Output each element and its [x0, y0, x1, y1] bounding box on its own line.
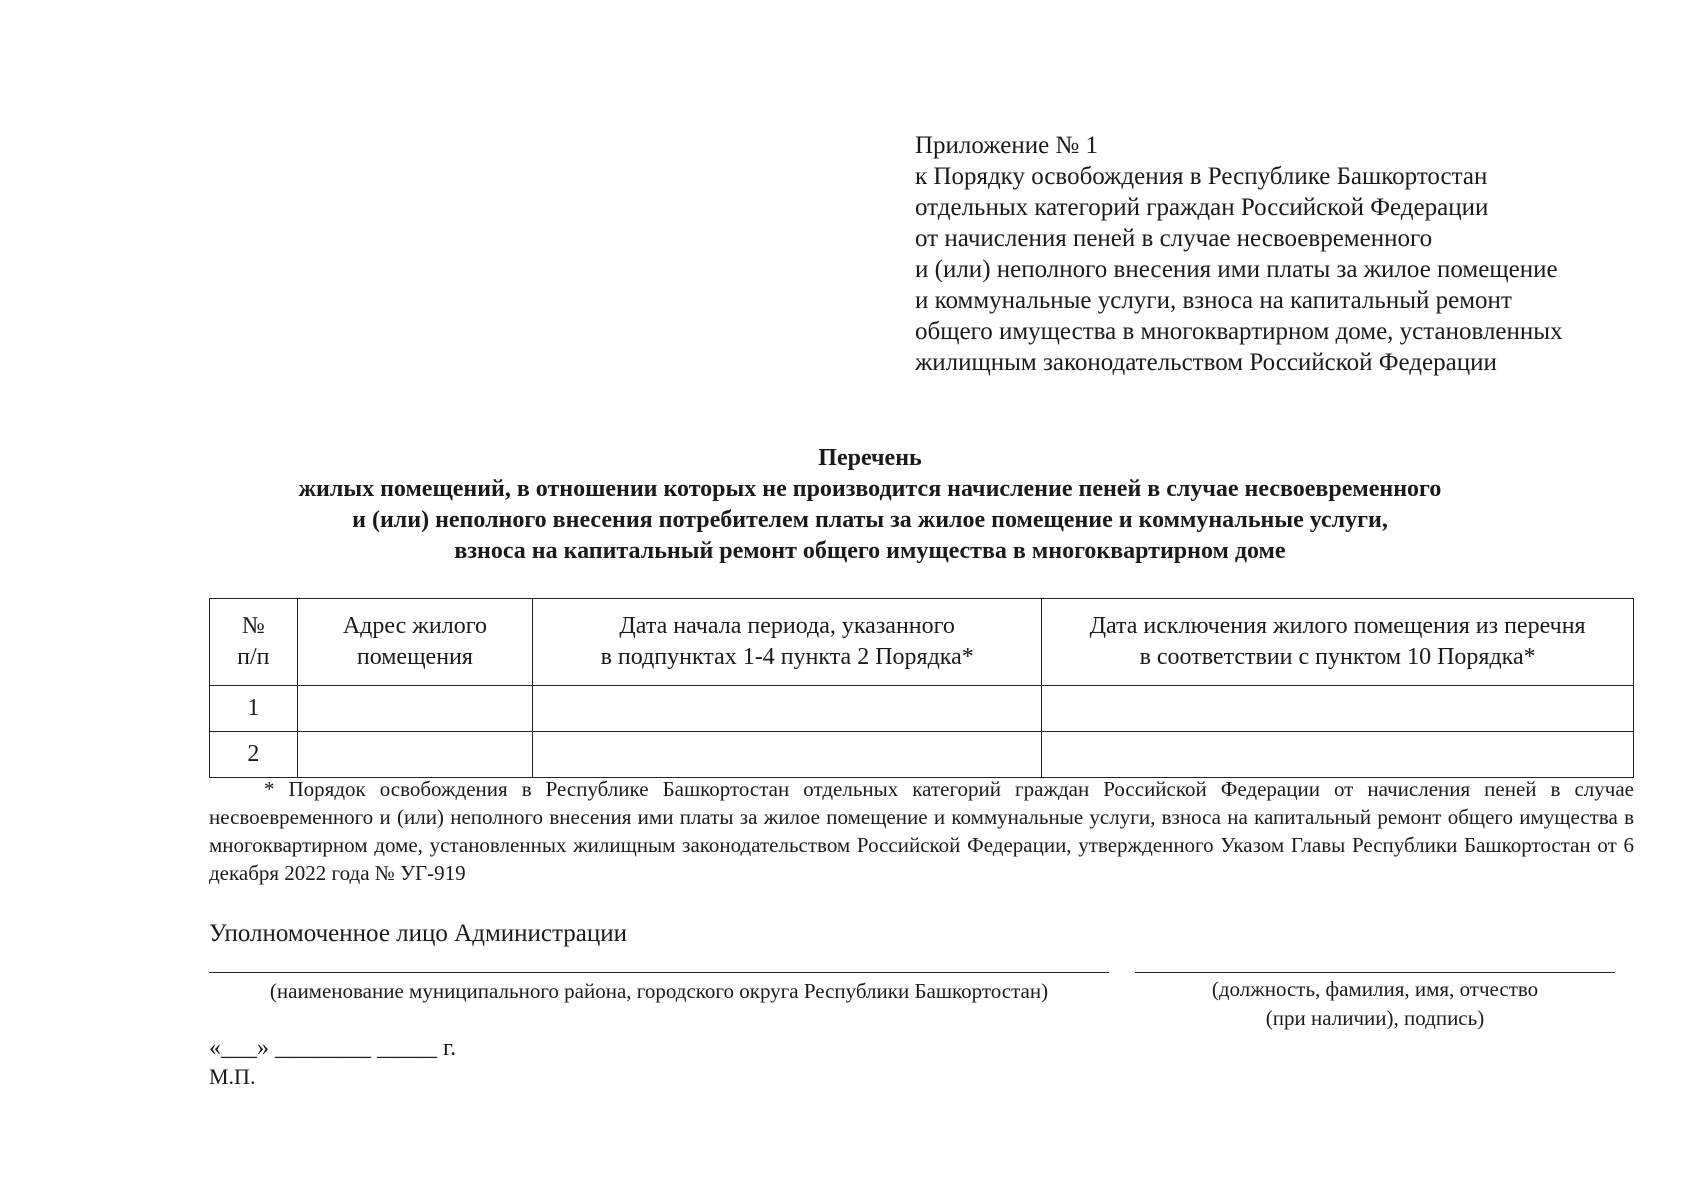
title-line: жилых помещений, в отношении которых не производится начисление пеней в случае несвоевременного	[298, 476, 1442, 502]
person-signature-line	[1135, 972, 1615, 973]
appendix-line: к Порядку освобождения в Республике Башкортостан	[915, 163, 1488, 190]
table-row	[210, 686, 1634, 732]
appendix-line: и коммунальные услуги, взноса на капитальный ремонт	[915, 287, 1512, 314]
person-caption-line: (при наличии), подпись)	[1265, 1006, 1485, 1030]
footnote: * Порядок освобождения в Республике Башкортостан отдельных категорий граждан Российской Федерации от начисления пеней в случае несвоевременного и (или) неполного внесения ими платы за жилое помещение и коммунальные услуги, взноса на капитальный ремонт общего имущества в многоквартирном доме, установленных жилищным законодательством Российской Федерации, утвержденного Указом Главы Республики Башкортостан от 6 декабря 2022 года № УГ-919	[209, 777, 1634, 885]
title-heading: Перечень	[818, 445, 922, 471]
stamp-place: М.П.	[209, 1064, 256, 1089]
document-title	[170, 443, 1570, 567]
date-field: «___» ________ _____ г.	[209, 1035, 457, 1061]
row-start-date	[533, 732, 1042, 778]
table-row	[210, 732, 1634, 778]
appendix-number: Приложение № 1	[915, 132, 1099, 159]
appendix-line: от начисления пеней в случае несвоевременного	[915, 225, 1433, 252]
title-line: и (или) неполного внесения потребителем платы за жилое помещение и коммунальные услуги,	[352, 507, 1388, 533]
header-number: № п/п	[210, 599, 298, 686]
row-start-date	[533, 686, 1042, 732]
appendix-line: и (или) неполного внесения ими платы за жилое помещение	[915, 256, 1558, 283]
appendix-line: отдельных категорий граждан Российской Федерации	[915, 194, 1489, 221]
person-caption-line: (должность, фамилия, имя, отчество	[1211, 977, 1539, 1001]
row-number: 2	[210, 732, 298, 778]
person-caption	[1135, 975, 1615, 1033]
header-exclusion-date: Дата исключения жилого помещения из перечня в соответствии с пунктом 10 Порядка*	[1042, 599, 1634, 686]
title-line: взноса на капитальный ремонт общего имущества в многоквартирном доме	[454, 538, 1286, 564]
authorized-person-label: Уполномоченное лицо Администрации	[209, 920, 627, 947]
row-exclusion-date	[1042, 732, 1634, 778]
row-exclusion-date	[1042, 686, 1634, 732]
header-address: Адрес жилого помещения	[297, 599, 532, 686]
appendix-line: жилищным законодательством Российской Федерации	[915, 349, 1497, 376]
municipality-caption: (наименование муниципального района, городского округа Республики Башкортостан)	[269, 979, 1049, 1003]
appendix-line: общего имущества в многоквартирном доме, установленных	[915, 318, 1563, 345]
row-number: 1	[210, 686, 298, 732]
municipality-signature-line	[209, 972, 1109, 973]
row-address	[297, 686, 532, 732]
premises-table	[209, 598, 1634, 778]
row-address	[297, 732, 532, 778]
appendix-header	[915, 130, 1655, 378]
header-start-date: Дата начала периода, указанного в подпунктах 1-4 пункта 2 Порядка*	[533, 599, 1042, 686]
table-header-row	[210, 599, 1634, 686]
